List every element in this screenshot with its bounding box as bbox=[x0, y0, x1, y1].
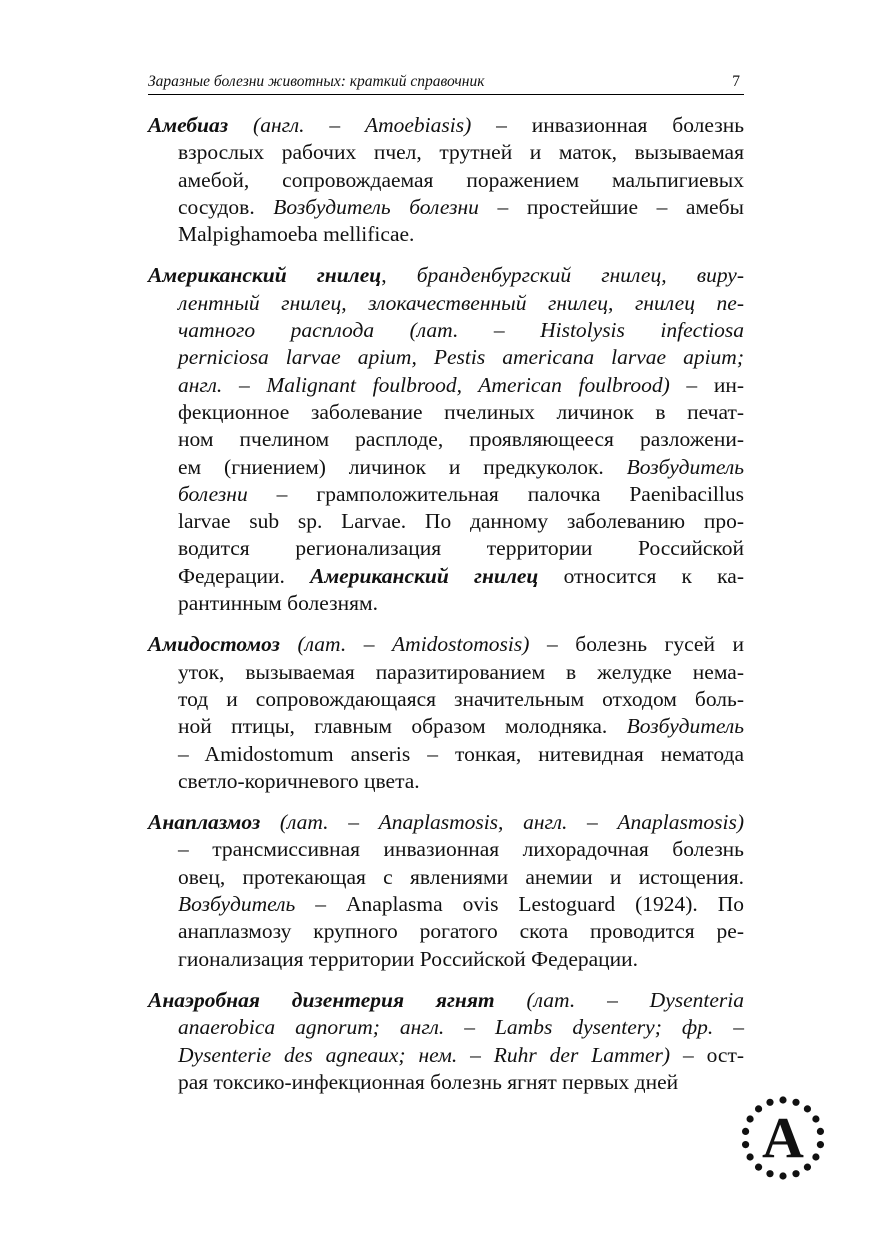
dictionary-entries bbox=[148, 112, 744, 1110]
entry-text: – Anaplasma ovis Lestoguard (1924). По bbox=[295, 892, 744, 917]
entry-text: фекционное заболевание пчелиных личинок в печат- bbox=[178, 399, 744, 424]
section-letter: А bbox=[762, 1105, 804, 1170]
entry-text: larvae sub sp. Larvae. По данному заболеванию про- bbox=[178, 509, 744, 534]
entry-line bbox=[148, 1042, 744, 1069]
badge-dot bbox=[817, 1141, 824, 1148]
dictionary-entry bbox=[148, 987, 744, 1096]
dictionary-entry bbox=[148, 112, 744, 248]
entry-text: англ. – Malignant foulbrood, American foulbrood) bbox=[178, 372, 670, 397]
entry-text: лентный гнилец, злокачественный гнилец, гнилец пе- bbox=[178, 290, 744, 315]
badge-dot bbox=[779, 1172, 786, 1179]
dictionary-entry bbox=[148, 809, 744, 973]
entry-line bbox=[148, 139, 744, 166]
entry-line bbox=[148, 741, 744, 768]
entry-text: гионализация территории Российской Федерации. bbox=[178, 946, 639, 971]
entry-text: (лат. – Dysenteria bbox=[494, 987, 745, 1012]
entry-line bbox=[148, 713, 744, 740]
entry-line bbox=[148, 590, 744, 617]
badge-dot bbox=[792, 1170, 799, 1177]
entry-text: (англ. – Amoebiasis) bbox=[228, 113, 472, 137]
entry-text: – болезнь гусей и bbox=[529, 632, 745, 657]
entry-line bbox=[148, 221, 744, 248]
entry-line bbox=[148, 372, 744, 399]
badge-dot bbox=[746, 1153, 753, 1160]
entry-text: овец, протекающая с явлениями анемии и истощения. bbox=[178, 864, 744, 889]
entry-term: Амебиаз bbox=[148, 113, 229, 137]
entry-text: бранденбургский гнилец, виру- bbox=[416, 263, 744, 288]
entry-first-line bbox=[148, 112, 744, 139]
dictionary-entry bbox=[148, 262, 744, 617]
entry-text: (лат. – Amidostomosis) bbox=[279, 632, 530, 657]
entry-text: относится к ка- bbox=[538, 563, 745, 588]
page-number: 7 bbox=[732, 73, 740, 90]
entry-text: – грамположительная палочка Paenibacillus bbox=[247, 481, 744, 506]
entry-line bbox=[148, 864, 744, 891]
badge-dot bbox=[779, 1096, 786, 1103]
badge-dot bbox=[804, 1164, 811, 1171]
badge-dot bbox=[812, 1115, 819, 1122]
entry-text: чатного расплода (лат. – Histolysis infectiosa bbox=[178, 318, 744, 343]
badge-dot bbox=[812, 1153, 819, 1160]
entry-text: рая токсико-инфекционная болезнь ягнят первых дней bbox=[178, 1069, 679, 1094]
entry-line bbox=[148, 659, 744, 686]
running-head bbox=[148, 72, 744, 95]
entry-text: – ин- bbox=[669, 372, 744, 397]
badge-dot bbox=[817, 1128, 824, 1135]
entry-text: – Amidostomum anseris – тонкая, нитевидная нематода bbox=[178, 741, 744, 766]
entry-line bbox=[148, 508, 744, 535]
entry-text: сосудов. bbox=[178, 194, 274, 219]
entry-text: тод и сопровождающаяся значительным отходом боль- bbox=[178, 686, 744, 711]
entry-text: anaerobica agnorum; англ. – Lambs dysentery; фр. – bbox=[178, 1015, 744, 1040]
dictionary-entry bbox=[148, 631, 744, 795]
entry-line bbox=[148, 918, 744, 945]
entry-line bbox=[148, 317, 744, 344]
entry-text: болезни bbox=[178, 481, 248, 506]
entry-text: рантинным болезням. bbox=[178, 591, 378, 616]
entry-line bbox=[148, 399, 744, 426]
entry-term: Американский гнилец bbox=[148, 263, 382, 288]
entry-text: анаплазмозу крупного рогатого скота проводится ре- bbox=[178, 919, 744, 944]
entry-first-line bbox=[148, 631, 744, 658]
entry-line bbox=[148, 1069, 744, 1096]
entry-line bbox=[148, 535, 744, 562]
entry-first-line bbox=[148, 262, 744, 289]
entry-line bbox=[148, 836, 744, 863]
entry-text: Dysenterie des agneaux; нем. – Ruhr der Lammer) bbox=[178, 1042, 671, 1067]
entry-text: ной птицы, главным образом молодняка. bbox=[178, 714, 627, 739]
entry-text: Возбудитель болезни bbox=[273, 194, 479, 219]
entry-line bbox=[148, 426, 744, 453]
entry-line bbox=[148, 891, 744, 918]
badge-dot bbox=[742, 1141, 749, 1148]
entry-line bbox=[148, 454, 744, 481]
entry-text: взрослых рабочих пчел, трутней и маток, вызываемая bbox=[178, 140, 744, 165]
entry-first-line bbox=[148, 809, 744, 836]
entry-line bbox=[148, 1014, 744, 1041]
entry-text: Возбудитель bbox=[626, 454, 744, 479]
entry-text: амебой, сопровождаемая поражением мальпигиевых bbox=[178, 167, 744, 192]
entry-text: Возбудитель bbox=[626, 714, 744, 739]
entry-text: светло-коричневого цвета. bbox=[178, 768, 420, 793]
entry-text: – инвазионная болезнь bbox=[471, 113, 744, 137]
entry-text: ем (гниением) личинок и предкуколок. bbox=[178, 454, 627, 479]
entry-term: Американский гнилец bbox=[310, 563, 539, 588]
entry-line bbox=[148, 768, 744, 795]
entry-term: Анаэробная дизентерия ягнят bbox=[148, 987, 495, 1012]
entry-text: Возбудитель bbox=[178, 892, 296, 917]
badge-dot bbox=[746, 1115, 753, 1122]
entry-line bbox=[148, 344, 744, 371]
entry-term: Анаплазмоз bbox=[148, 810, 261, 835]
entry-text: водится регионализация территории Российской bbox=[178, 536, 744, 561]
entry-text: ном пчелином расплоде, проявляющееся разложени- bbox=[178, 427, 744, 452]
badge-dot bbox=[804, 1105, 811, 1112]
entry-line bbox=[148, 481, 744, 508]
entry-term: Амидостомоз bbox=[148, 632, 280, 657]
entry-text: Федерации. bbox=[178, 563, 311, 588]
entry-text: уток, вызываемая паразитированием в желудке нема- bbox=[178, 659, 744, 684]
entry-line bbox=[148, 194, 744, 221]
entry-text: – простейшие – амебы bbox=[478, 194, 744, 219]
entry-text: – ост- bbox=[670, 1042, 745, 1067]
section-letter-badge bbox=[740, 1095, 826, 1181]
entry-text: perniciosa larvae apium, Pestis americana larvae apium; bbox=[178, 345, 744, 370]
entry-text: – трансмиссивная инвазионная лихорадочная болезнь bbox=[178, 837, 744, 862]
entry-line bbox=[148, 946, 744, 973]
entry-text: Malpighamoeba mellificae. bbox=[178, 222, 415, 247]
entry-line bbox=[148, 167, 744, 194]
badge-dot bbox=[742, 1128, 749, 1135]
entry-line bbox=[148, 563, 744, 590]
entry-line bbox=[148, 686, 744, 713]
badge-dot bbox=[766, 1170, 773, 1177]
entry-line bbox=[148, 290, 744, 317]
entry-first-line bbox=[148, 987, 744, 1014]
entry-text: , bbox=[381, 263, 417, 288]
running-head-title: Заразные болезни животных: краткий справочник bbox=[148, 73, 485, 90]
entry-text: (лат. – Anaplasmosis, англ. – Anaplasmosis) bbox=[260, 810, 744, 835]
